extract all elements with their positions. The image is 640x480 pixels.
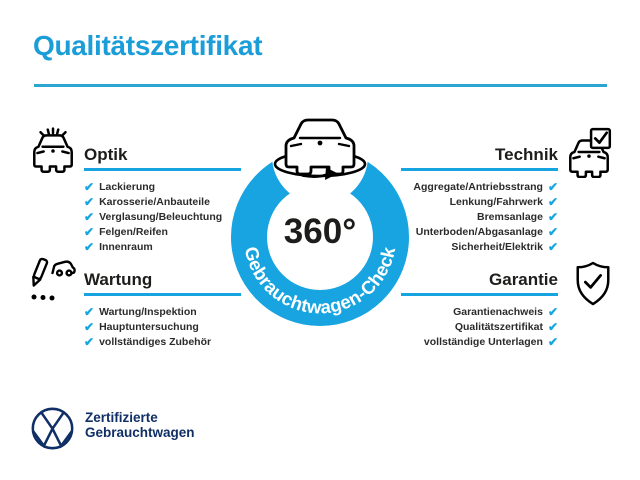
item-label: Unterboden/Abgasanlage — [415, 226, 543, 238]
degree-label: 360° — [283, 212, 357, 251]
check-icon: ✔ — [547, 240, 558, 254]
technik-heading: Technik — [495, 145, 558, 164]
item-label: Innenraum — [99, 241, 153, 253]
item-label: Lenkung/Fahrwerk — [449, 196, 543, 208]
item-label: Hauptuntersuchung — [99, 321, 199, 333]
item-label: Wartung/Inspektion — [99, 306, 197, 318]
check-icon: ✔ — [547, 180, 558, 194]
check-icon: ✔ — [84, 335, 95, 349]
brand-line-2: Gebrauchtwagen — [85, 424, 195, 440]
check-icon: ✔ — [547, 305, 558, 319]
check-icon: ✔ — [547, 320, 558, 334]
check-icon: ✔ — [84, 180, 95, 194]
check-icon: ✔ — [547, 195, 558, 209]
item-label: Karosserie/Anbauteile — [99, 196, 210, 208]
check-icon: ✔ — [547, 225, 558, 239]
shiny-car-front-icon — [27, 126, 79, 178]
ring-label: Gebrauchtwagen-Check — [240, 244, 400, 318]
check-icon: ✔ — [84, 240, 95, 254]
item-label: Verglasung/Beleuchtung — [99, 211, 223, 223]
check-icon: ✔ — [84, 225, 95, 239]
item-label: vollständige Unterlagen — [423, 336, 543, 348]
wartung-heading: Wartung — [84, 270, 153, 289]
check-icon: ✔ — [84, 320, 95, 334]
car-with-checkbox-icon — [563, 126, 615, 178]
optik-heading: Optik — [84, 145, 128, 164]
check-icon: ✔ — [84, 305, 95, 319]
item-label: Qualitätszertifikat — [454, 321, 543, 333]
check-icon: ✔ — [547, 335, 558, 349]
item-label: Felgen/Reifen — [99, 226, 168, 238]
item-label: vollständiges Zubehör — [99, 336, 212, 348]
center-360-graphic — [208, 112, 432, 344]
item-label: Lackierung — [99, 181, 156, 193]
item-label: Sicherheit/Elektrik — [451, 241, 543, 253]
garantie-heading: Garantie — [489, 270, 558, 289]
item-label: Garantienachweis — [453, 306, 543, 318]
item-label: Bremsanlage — [476, 211, 543, 223]
item-label: Aggregate/Antriebsstrang — [413, 181, 543, 193]
check-icon: ✔ — [84, 210, 95, 224]
check-icon: ✔ — [84, 195, 95, 209]
title-divider — [34, 84, 607, 87]
brand-line-1: Zertifizierte — [85, 410, 158, 425]
brand-wordmark — [85, 411, 195, 440]
pencil-checklist-car-icon — [26, 256, 76, 306]
check-icon: ✔ — [547, 210, 558, 224]
page-title: Qualitätszertifikat — [33, 30, 263, 61]
shield-check-icon — [572, 260, 614, 308]
vw-logo — [30, 406, 75, 451]
